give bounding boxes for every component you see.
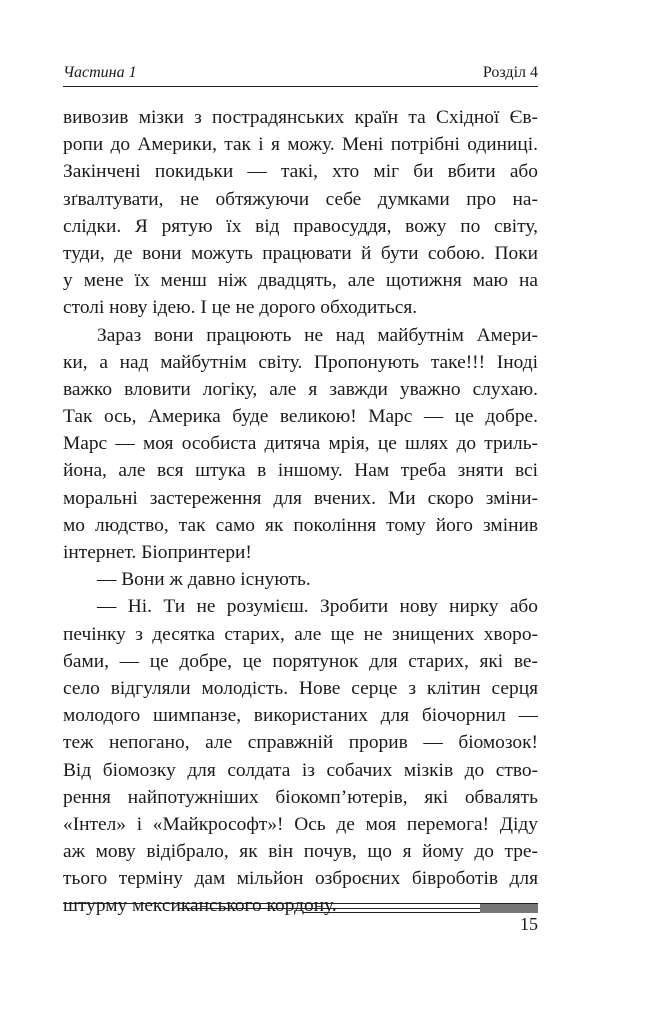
- page-number: 15: [520, 914, 538, 934]
- text-line: «Інтел» і «Майкрософт»! Ось де моя перемога! Діду: [63, 813, 538, 835]
- text-line: Закінчені покидьки — такі, хто міг би вбити або: [63, 161, 538, 183]
- text-line: теж непогано, але справжній прорив — біомозок!: [63, 732, 538, 754]
- body-text: [63, 104, 538, 920]
- text-line: рення найпотужніших біокомп’ютерів, які обвалять: [63, 786, 538, 808]
- footer-ornament-bar: [480, 904, 538, 913]
- text-line: молодого шимпанзе, використаних для біочорнил —: [63, 705, 538, 727]
- part-title: Частина 1: [63, 64, 137, 81]
- text-line: Від біомозку для солдата із собачих мізків до ство-: [63, 759, 538, 781]
- chapter-title: Розділ 4: [482, 64, 538, 81]
- text-line: у мене їх менш ніж двадцять, але щотижня маю на: [63, 270, 538, 292]
- text-line: слідки. Я рятую їх від правосуддя, вожу по світу,: [63, 215, 538, 237]
- text-line: туди, де вони можуть працювати й бути собою. Поки: [63, 242, 538, 264]
- text-line: ропи до Америки, так і я можу. Мені потрібні одиниці.: [63, 134, 538, 156]
- text-line: Так ось, Америка буде великою! Марс — це добре.: [63, 406, 538, 428]
- text-line: інтернет. Біопринтери!: [63, 542, 252, 563]
- text-line: село відгуляли молодість. Нове серце з клітин серця: [63, 677, 538, 699]
- text-line: штурму мексиканського кордону.: [63, 895, 337, 917]
- text-line: — Вони ж давно існують.: [97, 569, 311, 591]
- text-line: — Ні. Ти не розумієш. Зробити нову нирку або: [97, 596, 538, 618]
- text-line: моральні застереження для вчених. Ми скоро зміни-: [63, 487, 538, 509]
- text-line: мо людство, так само як покоління тому його змінив: [63, 514, 538, 536]
- text-line: важко вловити логіку, але я завжди уважно слухаю.: [63, 378, 538, 400]
- text-line: бами, — це добре, це порятунок для старих, які ве-: [63, 650, 538, 672]
- text-line: столі нову ідею. І це не дорого обходиться.: [63, 297, 418, 319]
- text-line: Зараз вони працюють не над майбутнім Амери-: [97, 324, 538, 346]
- text-line: вивозив мізки з пострадянських країн та Східної Єв-: [63, 107, 538, 128]
- text-line: аж мову відібрало, як він почув, що я йому до тре-: [63, 841, 538, 863]
- text-line: йона, але вся штука в іншому. Нам треба зняти всі: [63, 460, 538, 482]
- text-line: тього терміну дам мільйон озброєних бівроботів для: [63, 868, 538, 890]
- text-line: печінку з десятка старих, але ще не знищених хворо-: [63, 623, 538, 645]
- header-rule: [63, 86, 538, 87]
- footer-rule: [63, 903, 538, 904]
- text-line: зґвалтувати, не обтяжуючи себе думками про на-: [63, 188, 538, 210]
- text-line: Марс — моя особиста дитяча мрія, це шлях до триль-: [63, 433, 538, 455]
- running-header: [63, 62, 538, 88]
- text-line: ки, а над майбутнім світу. Пропонують таке!!! Іноді: [63, 351, 538, 373]
